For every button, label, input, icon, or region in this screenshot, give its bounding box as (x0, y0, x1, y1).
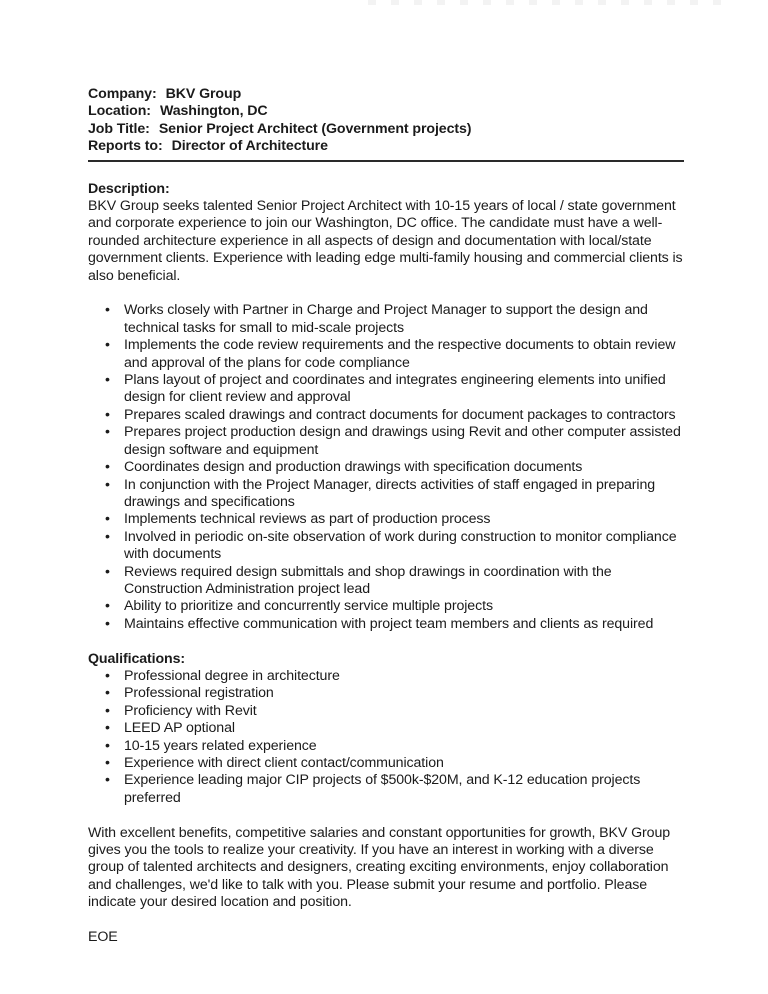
responsibility-item: • Coordinates design and production drawings with specification documents (88, 459, 684, 476)
job-header-field (88, 86, 684, 103)
responsibility-item: • Prepares project production design and drawings using Revit and other computer assisted design software and equipment (88, 424, 684, 459)
document-content (88, 86, 684, 946)
qualification-item: • Experience leading major CIP projects of $500k-$20M, and K-12 education projects preferred (88, 772, 684, 807)
job-header-field-value: Director of Architecture (171, 138, 328, 155)
responsibility-item: • In conjunction with the Project Manager, directs activities of staff engaged in preparing drawings and specifications (88, 477, 684, 512)
qualifications-list (88, 668, 684, 807)
job-header-field-value: Washington, DC (159, 103, 268, 120)
responsibility-item: • Reviews required design submittals and shop drawings in coordination with the Construction Administration project lead (88, 564, 684, 599)
job-header-field-label: Job Title: (88, 120, 150, 137)
responsibility-item: • Works closely with Partner in Charge and Project Manager to support the design and technical tasks for small to mid-scale projects (88, 302, 684, 337)
qualification-item: • Experience with direct client contact/communication (88, 755, 684, 772)
job-header-field-value: Senior Project Architect (Government projects) (158, 120, 472, 137)
job-header-field (88, 121, 684, 138)
job-header (88, 86, 684, 156)
job-header-field-label: Reports to: (88, 138, 163, 155)
eoe-text: EOE (88, 929, 118, 946)
responsibility-item: • Involved in periodic on-site observation of work during construction to monitor compliance with documents (88, 529, 684, 564)
scan-artifact-dashes (368, 0, 736, 5)
description-paragraph: BKV Group seeks talented Senior Project Architect with 10-15 years of local / state government and corporate experience to join our Washington, DC office. The candidate must have a well-rounded architecture experience in all aspects of design and documentation with local/state government clients. Experience with leading edge multi-family housing and commercial clients is also beneficial. (88, 198, 683, 284)
qualification-item: • Proficiency with Revit (88, 703, 684, 720)
job-header-field-label: Company: (88, 86, 157, 102)
job-header-field-label: Location: (88, 103, 151, 120)
qualification-item: • 10-15 years related experience (88, 738, 684, 755)
qualification-item: • Professional registration (88, 685, 684, 702)
responsibility-item: • Maintains effective communication with project team members and clients as required (88, 616, 684, 633)
qualification-item: • LEED AP optional (88, 720, 684, 737)
blank-line (88, 912, 684, 929)
qualification-item: • Professional degree in architecture (88, 668, 684, 685)
blank-line (88, 807, 684, 824)
responsibility-item: • Prepares scaled drawings and contract documents for document packages to contractors (88, 407, 684, 424)
responsibility-item: • Implements the code review requirements and the respective documents to obtain review and approval of the plans for code compliance (88, 337, 684, 372)
job-header-field-value: BKV Group (165, 86, 242, 102)
job-header-field (88, 138, 684, 155)
blank-line (88, 285, 684, 302)
blank-line (88, 633, 684, 650)
description-section (88, 181, 684, 285)
qualifications-heading: Qualifications: (88, 650, 186, 667)
closing-paragraph: With excellent benefits, competitive salaries and constant opportunities for growth, BKV Group gives you the tools to realize your creativity. If you have an interest in working with a diverse group of talented architects and designers, creating exciting environments, enjoy collaboration and challenges, we'd like to talk with you. Please submit your resume and portfolio. Please indicate your desired location and position. (88, 824, 671, 911)
responsibility-item: • Ability to prioritize and concurrently service multiple projects (88, 598, 684, 615)
description-heading: Description: (88, 180, 170, 197)
responsibility-item: • Implements technical reviews as part of production process (88, 511, 684, 528)
qualifications-section (88, 651, 684, 808)
responsibilities-list (88, 302, 684, 633)
responsibility-item: • Plans layout of project and coordinates and integrates engineering elements into unified design for client review and approval (88, 372, 684, 407)
header-divider (88, 160, 684, 162)
job-header-field (88, 103, 684, 120)
